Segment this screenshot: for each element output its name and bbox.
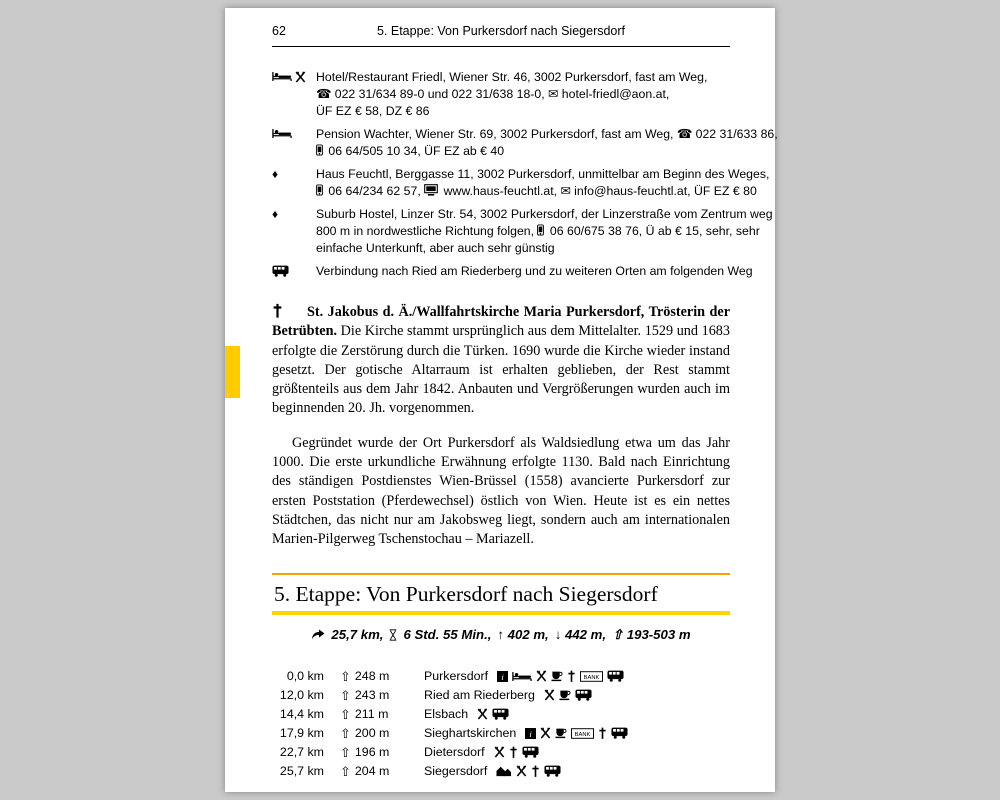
accommodation-entry-suburb-hostel	[272, 206, 773, 257]
text-line: Suburb Hostel, Linzer Str. 54, 3002 Purkersdorf, der Linzerstraße vom Zentrum weg	[316, 207, 773, 221]
svg-text:BANK: BANK	[583, 674, 600, 681]
info-icon	[525, 728, 536, 739]
waypoint-icons	[525, 727, 628, 739]
waypoint-elevation	[340, 745, 400, 759]
diamond-icon: ♦	[272, 167, 279, 181]
walking-time-icon	[389, 629, 397, 641]
running-title: 5. Etappe: Von Purkersdorf nach Siegersdorf	[376, 24, 626, 38]
elevation-value: 196 m	[354, 745, 390, 760]
mobile-phone-icon	[316, 144, 323, 156]
entry-text	[316, 263, 753, 280]
waypoint-row	[272, 743, 730, 762]
church-icon	[598, 727, 607, 739]
waypoint-icons	[496, 765, 561, 777]
bus-icon	[522, 746, 539, 758]
entry-icons	[272, 206, 316, 257]
waypoint-icons	[477, 708, 509, 720]
elevation-value: 243 m	[354, 688, 390, 703]
waypoint-distance: 22,7 km	[279, 745, 324, 760]
waypoint-distance: 25,7 km	[279, 764, 324, 779]
waypoint-icons	[544, 689, 592, 701]
svg-text:BANK: BANK	[574, 731, 591, 738]
bus-icon	[544, 765, 561, 777]
bus-icon	[607, 670, 624, 682]
entry-icons	[272, 263, 316, 280]
waypoint-table	[272, 667, 730, 781]
mobile-phone-icon	[316, 184, 323, 196]
bank-icon	[571, 728, 594, 739]
church-paragraph	[272, 303, 730, 419]
restaurant-icon	[516, 765, 527, 777]
text-line: Haus Feuchtl, Berggasse 11, 3002 Purkersdorf, unmittelbar am Beginn des Weges,	[316, 167, 770, 181]
history-paragraph: Gegründet wurde der Ort Purkersdorf als Waldsiedlung etwa um das Jahr 1000. Die erste urkundliche Erwähnung erfolgte 1130. Bald nach Einrichtung des ständigen Postdienstes Wien-Brüssel (1558) avancierte Purkersdorf zur ersten Poststation (Pferdewechsel) östlich von Wien. Heute ist es ein nettes Städtchen, das nicht nur am Jakobsweg liegt, sondern auch am internationalen Marien-Pilgerweg Tschenstochau – Mariazell.	[272, 434, 730, 548]
waypoint-distance: 17,9 km	[279, 726, 324, 741]
text-line: Pension Wachter, Wiener Str. 69, 3002 Purkersdorf, fast am Weg, ☎ 022 31/633 86,	[316, 127, 778, 141]
waypoint-name: Dietersdorf	[424, 745, 485, 760]
stage-heading: 5. Etappe: Von Purkersdorf nach Siegersdorf	[274, 582, 658, 607]
stage-stats	[272, 627, 730, 643]
waypoint-distance: 0,0 km	[286, 669, 324, 684]
waypoint-name: Sieghartskirchen	[424, 726, 517, 741]
houses-icon	[496, 765, 512, 777]
restaurant-icon	[544, 689, 555, 701]
elevation-arrow-icon: ⇧	[340, 763, 351, 779]
stat-distance: 25,7 km,	[331, 627, 384, 643]
accommodation-entry-pension-wachter	[272, 126, 778, 160]
entry-icons	[272, 126, 316, 160]
waypoint-name: Ried am Riederberg	[424, 688, 535, 703]
waypoint-elevation	[340, 726, 400, 740]
entry-text	[316, 206, 773, 257]
info-icon	[497, 671, 508, 682]
waypoint-row	[272, 705, 730, 724]
waypoint-row	[272, 667, 730, 686]
entry-text	[316, 126, 778, 160]
stat-elevation-range: ⇧ 193-503 m	[612, 626, 691, 642]
text-line	[316, 183, 769, 200]
elevation-arrow-icon: ⇧	[340, 668, 351, 684]
elevation-value: 248 m	[354, 669, 390, 684]
stage-heading-block	[272, 573, 730, 615]
church-icon	[531, 765, 540, 777]
text-line	[316, 143, 778, 160]
mobile-phone-icon	[537, 224, 544, 236]
entry-icons	[272, 166, 316, 200]
bus-icon	[272, 265, 289, 277]
bus-icon	[611, 727, 628, 739]
diamond-icon: ♦	[272, 207, 279, 221]
text-line	[316, 223, 773, 240]
svg-text:i: i	[529, 728, 532, 739]
text-line: ÜF EZ € 58, DZ € 86	[316, 104, 430, 118]
waypoint-elevation	[340, 707, 400, 721]
restaurant-icon	[494, 746, 505, 758]
entry-icons	[272, 69, 316, 120]
stat-ascent: ↑ 402 m,	[497, 627, 549, 643]
waypoint-row	[272, 724, 730, 743]
accommodation-entry-hotel-friedl	[272, 69, 730, 120]
bus-icon	[492, 708, 509, 720]
stat-descent: ↓ 442 m,	[554, 627, 607, 643]
text-segment: 06 64/234 62 57,	[328, 184, 421, 198]
restaurant-icon	[295, 71, 306, 83]
elevation-arrow-icon: ⇧	[340, 687, 351, 703]
church-body: Die Kirche stammt ursprünglich aus dem Mittelalter. 1529 und 1683 erfolgte die Zerstörung durch die Türken. 1690 wurde die Kirche wieder instand gesetzt. Der gotische Altarraum ist erhalten geblieben, der Rest stammt größtenteils aus dem Jahr 1842. Anbauten und Vergrößerungen wurden auch im beginnenden 20. Jh. vorgenommen.	[272, 323, 730, 417]
waypoint-elevation	[340, 669, 400, 683]
text-segment: 06 64/505 10 34, ÜF EZ ab € 40	[328, 144, 505, 158]
text-segment: 06 60/675 38 76, Ü ab € 15, sehr, sehr	[549, 224, 760, 238]
accommodation-entry-haus-feuchtl	[272, 166, 770, 200]
waypoint-row	[272, 762, 730, 781]
entry-text	[316, 166, 769, 200]
waypoint-name: Elsbach	[424, 707, 469, 722]
waypoint-icons	[494, 746, 539, 758]
bed-icon	[272, 71, 292, 82]
church-icon	[567, 670, 576, 682]
waypoint-elevation	[340, 764, 400, 778]
elevation-value: 204 m	[354, 764, 390, 779]
waypoint-distance: 14,4 km	[279, 707, 324, 722]
header-rule	[272, 46, 730, 47]
elevation-arrow-icon: ⇧	[340, 725, 351, 741]
bus-icon	[575, 689, 592, 701]
elevation-value: 200 m	[354, 726, 390, 741]
text-segment: 800 m in nordwestliche Richtung folgen,	[316, 224, 535, 238]
text-line: einfache Unterkunft, aber auch sehr günstig	[316, 241, 555, 255]
text-segment: www.haus-feuchtl.at, ✉ info@haus-feuchtl.at, ÜF EZ € 80	[443, 184, 757, 198]
entry-text	[316, 69, 730, 120]
page-number: 62	[272, 24, 286, 38]
waypoint-name: Siegersdorf	[424, 764, 488, 779]
bus-connection-note	[272, 263, 753, 280]
church-title: St. Jakobus d. Ä./Wallfahrtskirche Maria Purkersdorf, Trösterin der Betrübten.	[272, 304, 730, 340]
book-page	[225, 8, 778, 792]
waypoint-icons	[497, 670, 624, 682]
computer-icon	[424, 184, 438, 196]
church-icon	[509, 746, 518, 758]
cafe-icon	[559, 689, 571, 701]
restaurant-icon	[477, 708, 488, 720]
text-line: Hotel/Restaurant Friedl, Wiener Str. 46, 3002 Purkersdorf, fast am Weg,	[316, 70, 708, 84]
svg-text:i: i	[501, 671, 504, 682]
waypoint-elevation	[340, 688, 400, 702]
elevation-arrow-icon: ⇧	[340, 706, 351, 722]
bed-icon	[272, 128, 292, 139]
restaurant-icon	[540, 727, 551, 739]
chapter-edge-tab	[225, 346, 240, 398]
latin-cross-icon	[272, 303, 283, 318]
accommodation-list	[272, 69, 778, 280]
elevation-value: 211 m	[354, 707, 389, 722]
waypoint-row	[272, 686, 730, 705]
page-content	[272, 24, 778, 781]
elevation-arrow-icon: ⇧	[340, 744, 351, 760]
orange-rule	[272, 573, 730, 576]
text-line: ☎ 022 31/634 89-0 und 022 31/638 18-0, ✉ hotel-friedl@aon.at,	[316, 87, 670, 101]
page-header	[272, 24, 730, 39]
cafe-icon	[555, 727, 567, 739]
yellow-rule	[272, 611, 730, 615]
restaurant-icon	[536, 670, 547, 682]
bed-icon	[512, 671, 532, 682]
waypoint-distance: 12,0 km	[279, 688, 324, 703]
text-line: Verbindung nach Ried am Riederberg und zu weiteren Orten am folgenden Weg	[316, 264, 753, 278]
waypoint-name: Purkersdorf	[424, 669, 489, 684]
stat-time: 6 Std. 55 Min.,	[403, 627, 492, 643]
cafe-icon	[551, 670, 563, 682]
route-arrow-icon	[311, 629, 325, 640]
bank-icon	[580, 671, 603, 682]
